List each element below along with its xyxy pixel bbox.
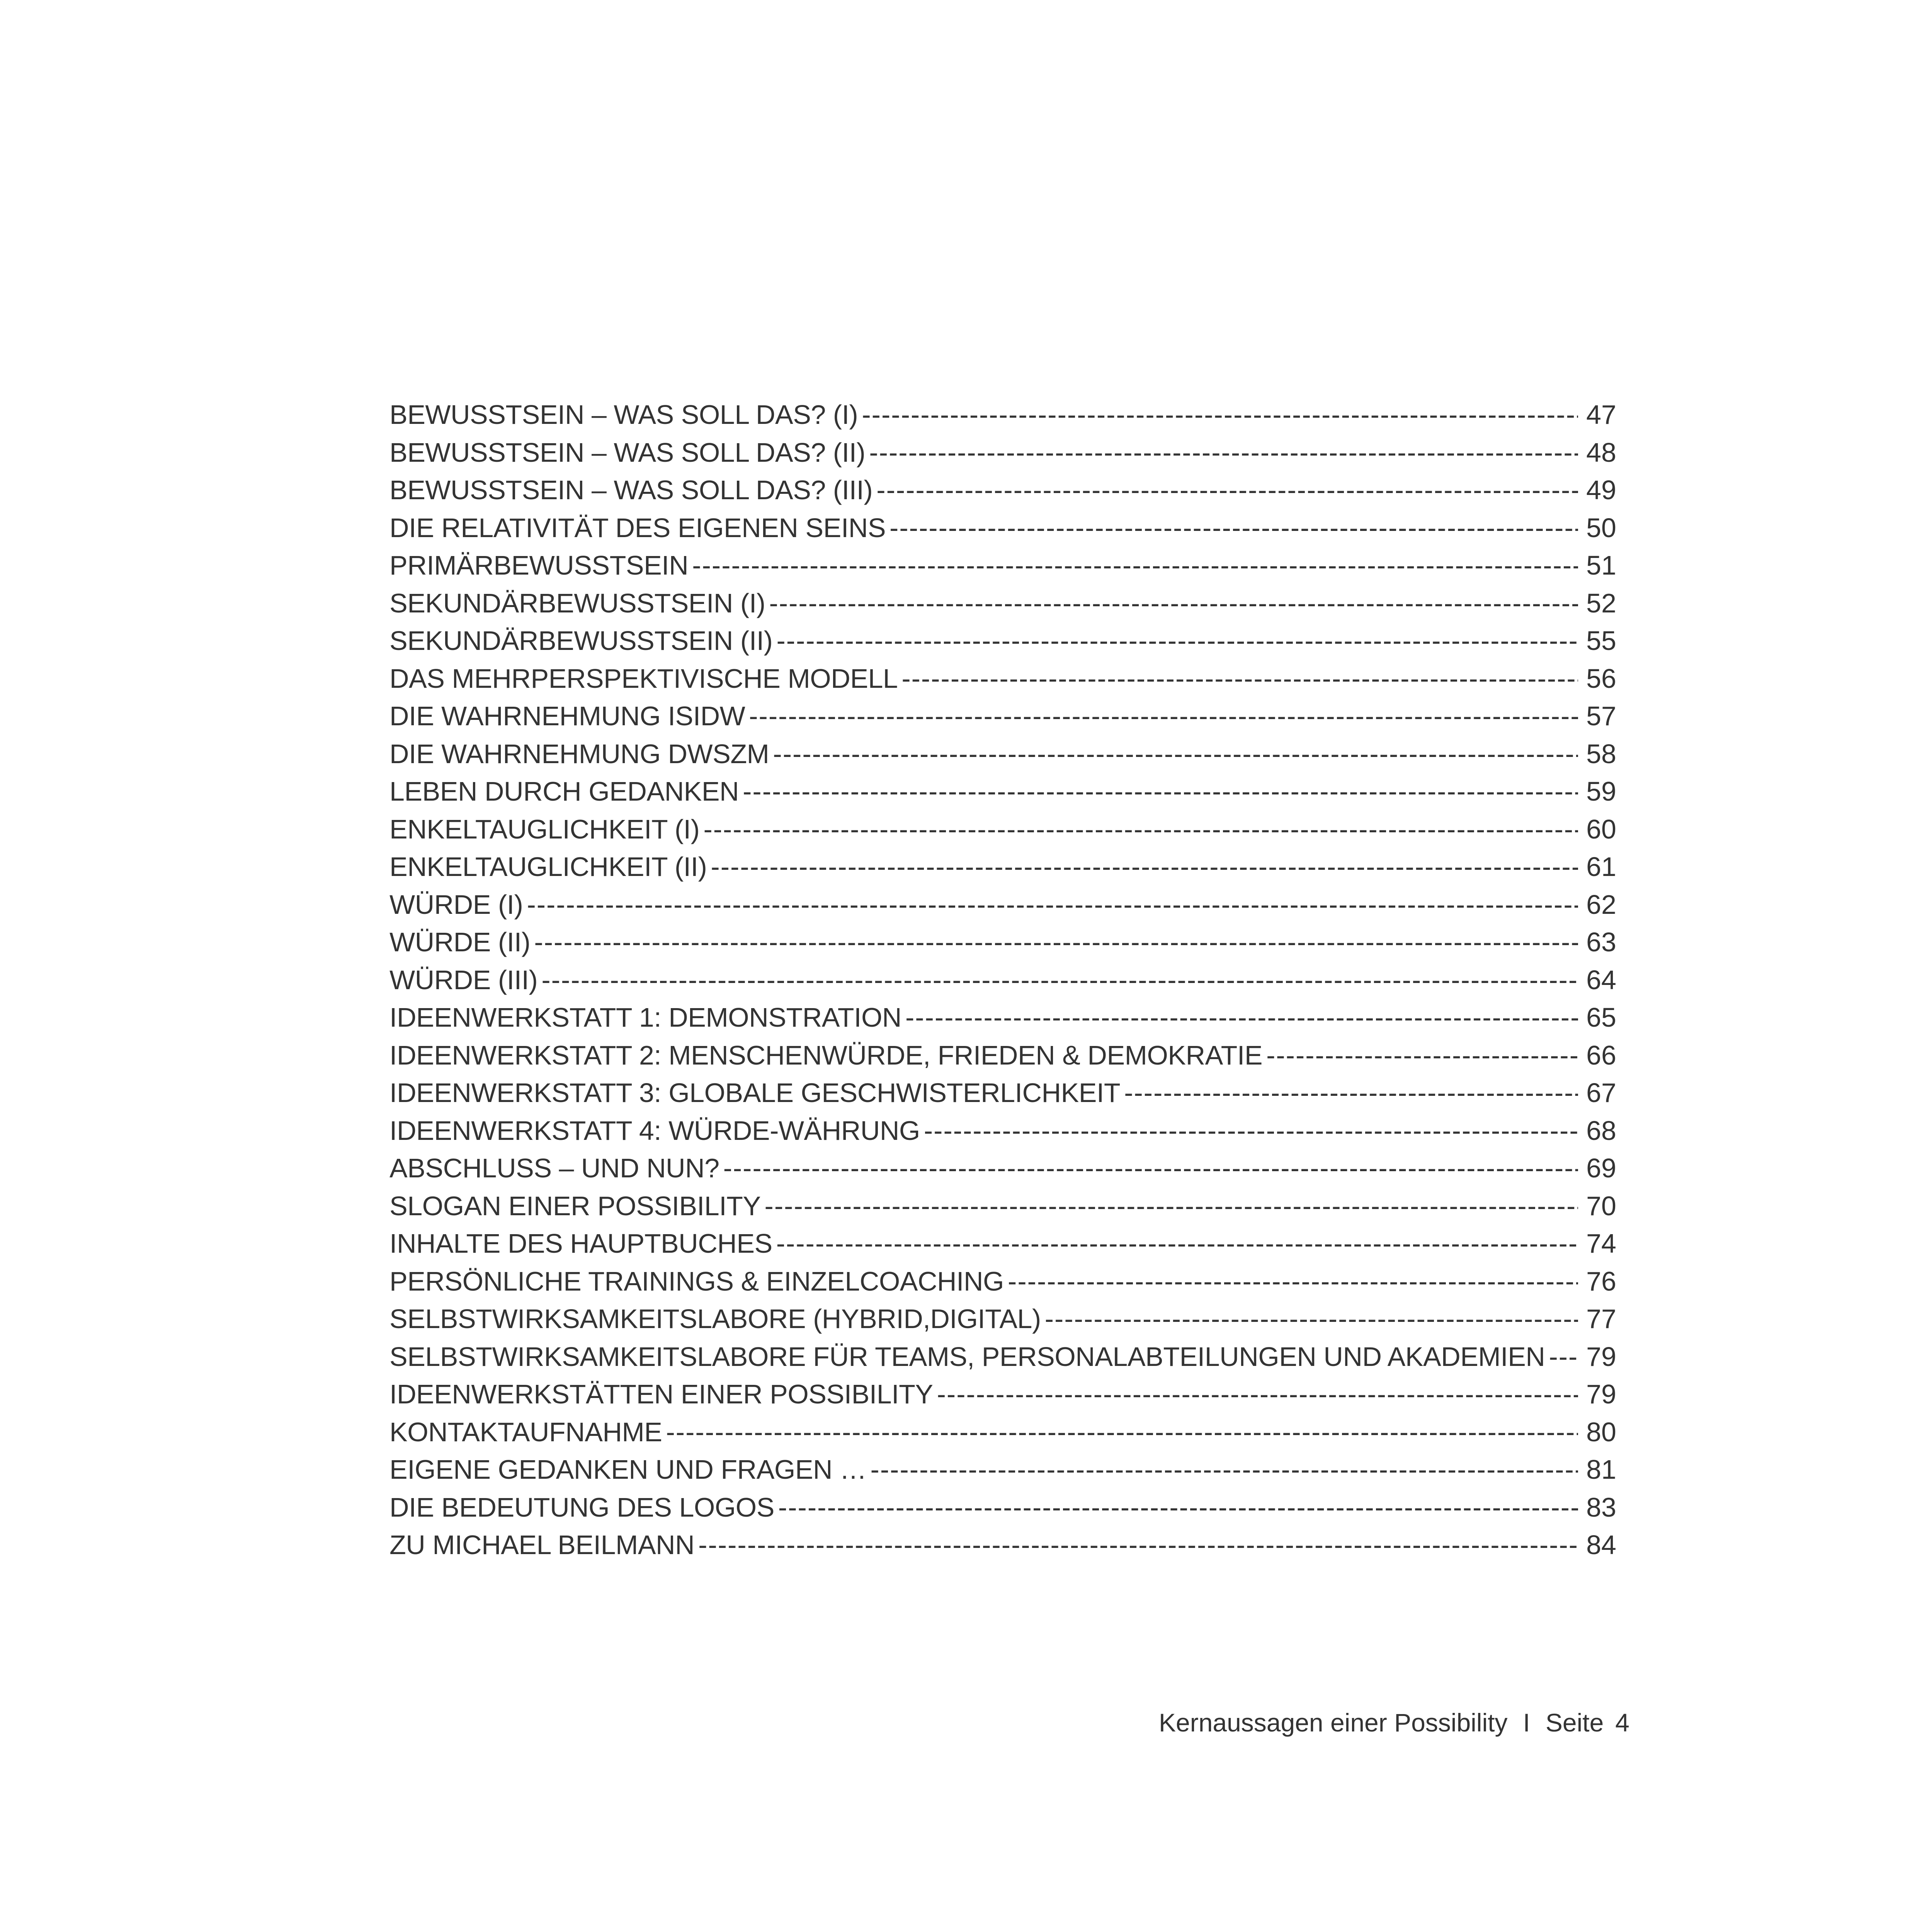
toc-entry-title: KONTAKTAUFNAHME [389, 1417, 662, 1447]
toc-dot-leader [776, 622, 1578, 660]
toc-entry [389, 1074, 1616, 1112]
toc-entry-title: BEWUSSTSEIN – WAS SOLL DAS? (II) [389, 437, 866, 468]
toc-dot-leader [901, 660, 1578, 698]
toc-dot-leader [765, 1187, 1578, 1225]
toc-dot-leader [889, 509, 1578, 547]
toc-entry [389, 1526, 1616, 1564]
toc-dot-leader [905, 999, 1578, 1037]
toc-entry-title: DAS MEHRPERSPEKTIVISCHE MODELL [389, 663, 898, 694]
toc-entry-page: 69 [1586, 1153, 1616, 1183]
toc-entry [389, 547, 1616, 585]
toc-dot-leader [1045, 1300, 1578, 1338]
toc-entry [389, 660, 1616, 698]
toc-entry [389, 1037, 1616, 1075]
toc-entry [389, 471, 1616, 509]
toc-entry-title: BEWUSSTSEIN – WAS SOLL DAS? (III) [389, 475, 873, 505]
toc-entry-page: 51 [1586, 550, 1616, 580]
toc-entry-title: SEKUNDÄRBEWUSSTSEIN (I) [389, 588, 765, 618]
toc-entry-title: PERSÖNLICHE TRAININGS & EINZELCOACHING [389, 1266, 1004, 1296]
toc-entry-title: IDEENWERKSTATT 2: MENSCHENWÜRDE, FRIEDEN & DEMOKRATIE [389, 1040, 1263, 1070]
toc-dot-leader [527, 886, 1578, 924]
toc-entry-page: 57 [1586, 701, 1616, 731]
toc-entry-page: 80 [1586, 1417, 1616, 1447]
toc-dot-leader [924, 1112, 1578, 1150]
toc-entry [389, 434, 1616, 472]
toc-entry-title: DIE RELATIVITÄT DES EIGENEN SEINS [389, 512, 886, 543]
toc-entry-title: IDEENWERKSTATT 3: GLOBALE GESCHWISTERLICHKEIT [389, 1078, 1121, 1108]
toc-entry-title: ENKELTAUGLICHKEIT (II) [389, 852, 707, 882]
toc-entry-page: 52 [1586, 588, 1616, 618]
toc-entry-page: 81 [1586, 1454, 1616, 1485]
footer-separator: I [1523, 1708, 1530, 1737]
toc-entry-title: IDEENWERKSTÄTTEN EINER POSSIBILITY [389, 1379, 933, 1409]
toc-entry-page: 74 [1586, 1228, 1616, 1259]
toc-entry-title: IDEENWERKSTATT 4: WÜRDE-WÄHRUNG [389, 1115, 920, 1146]
toc-dot-leader [869, 434, 1578, 472]
toc-entry [389, 1112, 1616, 1150]
toc-entry-page: 79 [1586, 1341, 1616, 1372]
toc-entry-page: 61 [1586, 852, 1616, 882]
toc-entry-title: PRIMÄRBEWUSSTSEIN [389, 550, 689, 580]
toc-dot-leader [703, 811, 1578, 849]
toc-dot-leader [773, 735, 1578, 773]
toc-dot-leader [1549, 1338, 1578, 1376]
toc-entry-page: 66 [1586, 1040, 1616, 1070]
toc-dot-leader [1124, 1074, 1578, 1112]
toc-entry-page: 48 [1586, 437, 1616, 468]
toc-entry [389, 622, 1616, 660]
toc-dot-leader [876, 471, 1578, 509]
footer-book-title: Kernaussagen einer Possibility [1158, 1708, 1508, 1737]
toc-entry-title: WÜRDE (I) [389, 889, 523, 920]
toc-entry [389, 1150, 1616, 1187]
toc-dot-leader [862, 396, 1578, 434]
toc-entry [389, 1263, 1616, 1301]
toc-entry [389, 999, 1616, 1037]
toc-entry-page: 60 [1586, 814, 1616, 844]
table-of-contents [389, 396, 1616, 1564]
toc-entry-page: 84 [1586, 1530, 1616, 1560]
toc-dot-leader [871, 1451, 1578, 1489]
toc-entry-title: INHALTE DES HAUPTBUCHES [389, 1228, 772, 1259]
toc-entry-page: 55 [1586, 626, 1616, 656]
toc-entry [389, 811, 1616, 849]
toc-entry-page: 79 [1586, 1379, 1616, 1409]
toc-entry [389, 1225, 1616, 1263]
toc-entry-page: 59 [1586, 776, 1616, 806]
toc-entry-title: IDEENWERKSTATT 1: DEMONSTRATION [389, 1002, 901, 1032]
toc-entry-title: EIGENE GEDANKEN UND FRAGEN … [389, 1454, 867, 1485]
toc-entry-page: 67 [1586, 1078, 1616, 1108]
toc-entry [389, 1489, 1616, 1527]
toc-entry [389, 961, 1616, 999]
toc-dot-leader [541, 961, 1578, 999]
toc-entry-title: ZU MICHAEL BEILMANN [389, 1530, 695, 1560]
toc-entry-page: 70 [1586, 1190, 1616, 1221]
toc-dot-leader [711, 848, 1578, 886]
toc-entry [389, 697, 1616, 735]
toc-entry [389, 1376, 1616, 1413]
toc-entry-title: WÜRDE (III) [389, 964, 538, 995]
toc-dot-leader [698, 1526, 1578, 1564]
toc-dot-leader [534, 923, 1578, 961]
toc-entry [389, 886, 1616, 924]
footer-page-number: 4 [1615, 1708, 1629, 1737]
toc-entry [389, 848, 1616, 886]
toc-entry-page: 64 [1586, 964, 1616, 995]
toc-dot-leader [1008, 1263, 1578, 1301]
toc-entry [389, 1187, 1616, 1225]
toc-entry [389, 773, 1616, 811]
toc-entry-page: 49 [1586, 475, 1616, 505]
toc-dot-leader [743, 773, 1578, 811]
toc-entry-page: 77 [1586, 1304, 1616, 1334]
footer-page-label: Seite [1545, 1708, 1604, 1737]
toc-entry-page: 68 [1586, 1115, 1616, 1146]
toc-dot-leader [692, 547, 1578, 585]
toc-entry-page: 47 [1586, 400, 1616, 430]
toc-entry-page: 50 [1586, 512, 1616, 543]
toc-dot-leader [769, 585, 1578, 622]
toc-entry-page: 58 [1586, 738, 1616, 769]
toc-entry [389, 735, 1616, 773]
toc-entry-title: DIE WAHRNEHMUNG DWSZM [389, 738, 769, 769]
toc-entry [389, 1338, 1616, 1376]
toc-entry-page: 65 [1586, 1002, 1616, 1032]
toc-entry-page: 62 [1586, 889, 1616, 920]
toc-entry [389, 923, 1616, 961]
toc-entry-page: 83 [1586, 1492, 1616, 1522]
toc-entry-title: SELBSTWIRKSAMKEITSLABORE FÜR TEAMS, PERSONALABTEILUNGEN UND AKADEMIEN [389, 1341, 1545, 1372]
toc-entry [389, 509, 1616, 547]
toc-entry [389, 1300, 1616, 1338]
toc-entry [389, 585, 1616, 622]
toc-dot-leader [937, 1376, 1578, 1413]
toc-entry-title: ABSCHLUSS – UND NUN? [389, 1153, 719, 1183]
toc-dot-leader [666, 1413, 1578, 1451]
toc-entry-title: SELBSTWIRKSAMKEITSLABORE (HYBRID,DIGITAL) [389, 1304, 1041, 1334]
page-footer [1159, 1708, 1629, 1737]
toc-entry [389, 1451, 1616, 1489]
toc-entry [389, 1413, 1616, 1451]
toc-entry-title: DIE WAHRNEHMUNG ISIDW [389, 701, 745, 731]
toc-entry-title: SEKUNDÄRBEWUSSTSEIN (II) [389, 626, 773, 656]
toc-dot-leader [1266, 1037, 1578, 1075]
toc-entry-page: 63 [1586, 927, 1616, 957]
toc-entry-title: DIE BEDEUTUNG DES LOGOS [389, 1492, 774, 1522]
toc-entry-title: ENKELTAUGLICHKEIT (I) [389, 814, 700, 844]
toc-entry-title: LEBEN DURCH GEDANKEN [389, 776, 739, 806]
toc-dot-leader [749, 697, 1578, 735]
toc-entry-page: 76 [1586, 1266, 1616, 1296]
toc-dot-leader [723, 1150, 1578, 1187]
toc-entry-page: 56 [1586, 663, 1616, 694]
toc-entry-title: SLOGAN EINER POSSIBILITY [389, 1190, 761, 1221]
toc-dot-leader [778, 1489, 1578, 1527]
toc-dot-leader [776, 1225, 1578, 1263]
toc-entry [389, 396, 1616, 434]
toc-entry-title: WÜRDE (II) [389, 927, 531, 957]
toc-entry-title: BEWUSSTSEIN – WAS SOLL DAS? (I) [389, 400, 858, 430]
